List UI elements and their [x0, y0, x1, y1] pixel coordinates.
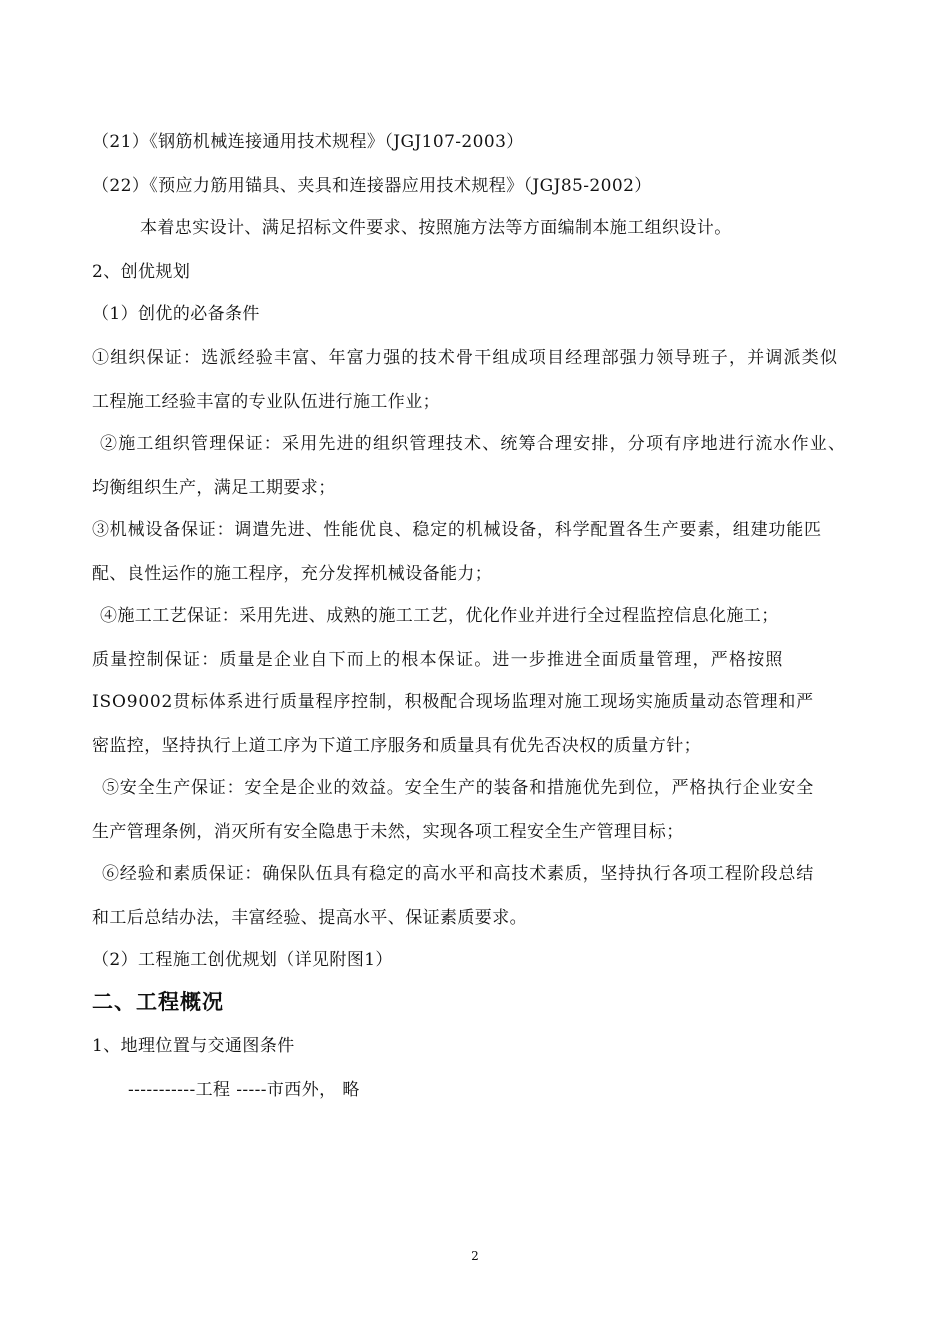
intro-paragraph: 本着忠实设计、满足招标文件要求、按照施方法等方面编制本施工组织设计。: [140, 218, 732, 238]
paragraph-management-line1: ②施工组织管理保证：采用先进的组织管理技术、统筹合理安排，分项有序地进行流水作业、: [100, 434, 847, 454]
paragraph-experience-line2: 和工后总结办法，丰富经验、提高水平、保证素质要求。: [92, 908, 527, 928]
paragraph-quality-line1: 质量控制保证：质量是企业自下而上的根本保证。进一步推进全面质量管理，严格按照: [92, 650, 784, 670]
paragraph-experience-line1: ⑥经验和素质保证：确保队伍具有稳定的高水平和高技术素质，坚持执行各项工程阶段总结: [102, 864, 814, 884]
reference-item-21: （21）《钢筋机械连接通用技术规程》（JGJ107-2003）: [92, 132, 524, 152]
paragraph-quality-line3: 密监控，坚持执行上道工序为下道工序服务和质量具有优先否决权的质量方针；: [92, 736, 701, 756]
section-heading-project-overview: 二、工程概况: [92, 990, 224, 1014]
page-number: 2: [471, 1249, 479, 1263]
subheading-creation-plan: （2）工程施工创优规划（详见附图1）: [92, 950, 393, 970]
section-heading-creation-plan: 2、创优规划: [92, 262, 191, 282]
paragraph-organization-line2: 工程施工经验丰富的专业队伍进行施工作业；: [92, 392, 440, 412]
location-text: -----------工程 -----市西外， 略: [128, 1080, 360, 1100]
paragraph-safety-line2: 生产管理条例，消灭所有安全隐患于未然，实现各项工程安全生产管理目标；: [92, 822, 684, 842]
paragraph-organization-line1: ①组织保证：选派经验丰富、年富力强的技术骨干组成项目经理部强力领导班子，并调派类似: [92, 348, 839, 368]
reference-item-22: （22）《预应力筋用锚具、夹具和连接器应用技术规程》（JGJ85-2002）: [92, 176, 652, 196]
paragraph-safety-line1: ⑤安全生产保证：安全是企业的效益。安全生产的装备和措施优先到位，严格执行企业安全: [102, 778, 814, 798]
paragraph-management-line2: 均衡组织生产，满足工期要求；: [92, 478, 336, 498]
paragraph-quality-line2: ISO9002贯标体系进行质量程序控制，积极配合现场监理对施工现场实施质量动态管理和严: [92, 692, 814, 712]
paragraph-machinery-line1: ③机械设备保证：调遣先进、性能优良、稳定的机械设备，科学配置各生产要素，组建功能匹: [92, 520, 822, 540]
paragraph-process: ④施工工艺保证：采用先进、成熟的施工工艺，优化作业并进行全过程监控信息化施工；: [100, 606, 779, 626]
subheading-conditions: （1）创优的必备条件: [92, 304, 260, 324]
paragraph-machinery-line2: 配、良性运作的施工程序，充分发挥机械设备能力；: [92, 564, 493, 584]
subheading-location: 1、地理位置与交通图条件: [92, 1036, 295, 1056]
